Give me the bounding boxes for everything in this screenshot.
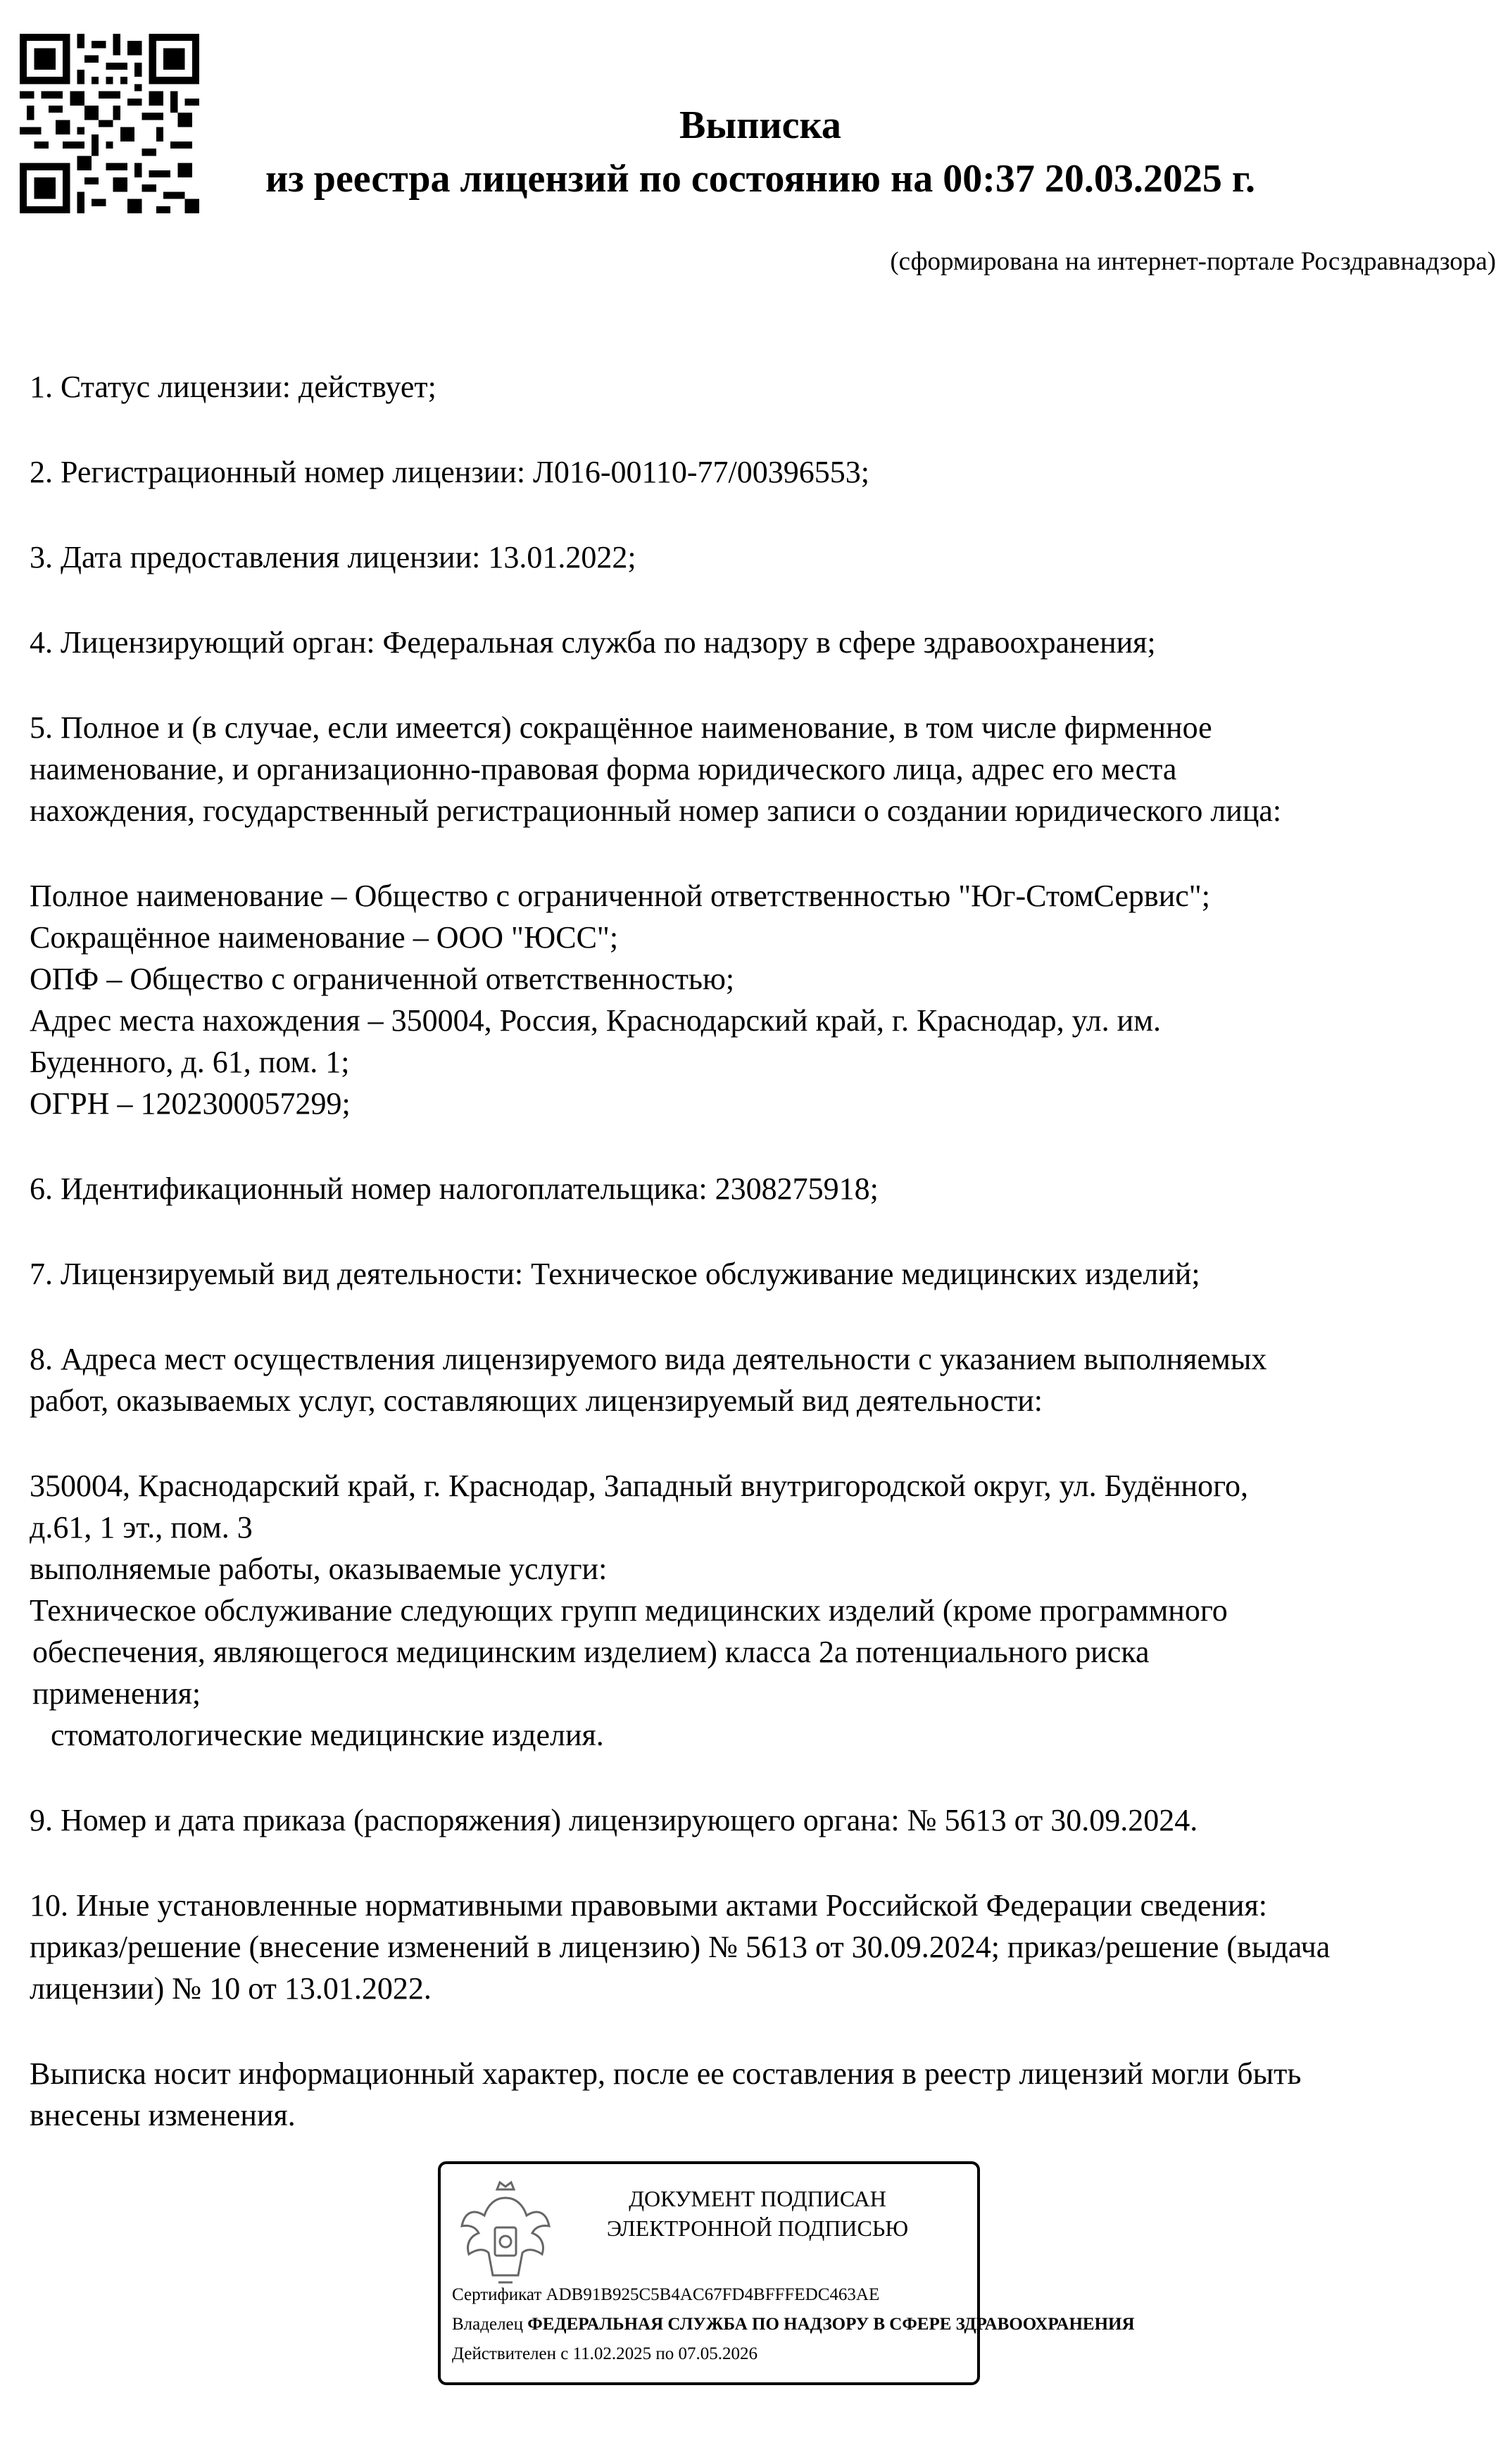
activity-address: 350004, Краснодарский край, г. Краснодар, Западный внутригородской округ, ул. Будённого,	[30, 1469, 1249, 1503]
item-8-line: 8. Адреса мест осуществления лицензируемого вида деятельности с указанием выполняемых	[30, 1342, 1267, 1376]
title-line-2: из реестра лицензий по состоянию на 00:37 20.03.2025 г.	[265, 157, 1255, 201]
stamp-heading	[546, 2184, 969, 2243]
org-short-name: Сокращённое наименование – ООО "ЮСС";	[30, 920, 619, 955]
disclaimer-line: внесены изменения.	[30, 2098, 296, 2132]
certificate-value: ADB91B925C5B4AC67FD4BFFFEDC463AE	[546, 2285, 880, 2304]
works-line: применения;	[32, 1676, 201, 1711]
org-address-cont: Буденного, д. 61, пом. 1;	[30, 1045, 350, 1079]
title-line-1: Выписка	[679, 103, 841, 147]
validity-line: Действителен с 11.02.2025 по 07.05.2026	[452, 2344, 758, 2363]
stamp-heading-line-2: ЭЛЕКТРОННОЙ ПОДПИСЬЮ	[606, 2215, 909, 2241]
item-8-line: работ, оказываемых услуг, составляющих лицензируемый вид деятельности:	[30, 1383, 1043, 1418]
qr-code-icon	[20, 34, 199, 213]
activity-address-cont: д.61, 1 эт., пом. 3	[30, 1510, 253, 1545]
stamp-heading-line-1: ДОКУМЕНТ ПОДПИСАН	[629, 2186, 886, 2211]
item-3: 3. Дата предоставления лицензии: 13.01.2022;	[30, 540, 636, 574]
works-line: обеспечения, являющегося медицинским изделием) класса 2а потенциального риска	[32, 1635, 1150, 1669]
item-5-line: нахождения, государственный регистрационный номер записи о создании юридического лица:	[30, 793, 1282, 828]
owner-line	[452, 2315, 1135, 2334]
owner-value: ФЕДЕРАЛЬНАЯ СЛУЖБА ПО НАДЗОРУ В СФЕРЕ ЗДРАВООХРАНЕНИЯ	[527, 2315, 1135, 2334]
item-10-line: лицензии) № 10 от 13.01.2022.	[30, 1971, 432, 2006]
coat-of-arms-icon	[456, 2177, 555, 2289]
certificate-label: Сертификат	[452, 2285, 542, 2304]
org-full-name: Полное наименование – Общество с ограниченной ответственностью "Юг-СтомСервис";	[30, 879, 1210, 913]
item-10-line: приказ/решение (внесение изменений в лицензию) № 5613 от 30.09.2024; приказ/решение (выдача	[30, 1930, 1331, 1964]
disclaimer-line: Выписка носит информационный характер, после ее составления в реестр лицензий могли быть	[30, 2056, 1302, 2091]
item-5-line: наименование, и организационно-правовая форма юридического лица, адрес его места	[30, 752, 1177, 786]
owner-label: Владелец	[452, 2315, 524, 2334]
document-title	[211, 99, 1309, 206]
works-line: Техническое обслуживание следующих групп медицинских изделий (кроме программного	[30, 1593, 1228, 1628]
document-body	[30, 366, 1466, 2136]
item-6: 6. Идентификационный номер налогоплательщика: 2308275918;	[30, 1171, 879, 1206]
item-9: 9. Номер и дата приказа (распоряжения) лицензирующего органа: № 5613 от 30.09.2024.	[30, 1803, 1198, 1837]
item-2: 2. Регистрационный номер лицензии: Л016-00110-77/00396553;	[30, 455, 870, 489]
e-signature-stamp	[438, 2161, 1135, 2385]
item-10-line: 10. Иные установленные нормативными правовыми актами Российской Федерации сведения:	[30, 1888, 1267, 1923]
works-group: стоматологические медицинские изделия.	[51, 1718, 604, 1752]
org-ogrn: ОГРН – 1202300057299;	[30, 1086, 351, 1121]
source-note: (сформирована на интернет-портале Росздравнадзора)	[890, 247, 1496, 276]
item-7: 7. Лицензируемый вид деятельности: Техническое обслуживание медицинских изделий;	[30, 1257, 1200, 1291]
item-4: 4. Лицензирующий орган: Федеральная служба по надзору в сфере здравоохранения;	[30, 625, 1156, 660]
org-address: Адрес места нахождения – 350004, Россия, Краснодарский край, г. Краснодар, ул. им.	[30, 1003, 1162, 1038]
works-label: выполняемые работы, оказываемые услуги:	[30, 1552, 608, 1586]
item-1: 1. Статус лицензии: действует;	[30, 370, 436, 404]
item-5-line: 5. Полное и (в случае, если имеется) сокращённое наименование, в том числе фирменное	[30, 710, 1212, 745]
org-legal-form: ОПФ – Общество с ограниченной ответственностью;	[30, 962, 735, 996]
certificate-line	[452, 2285, 973, 2305]
